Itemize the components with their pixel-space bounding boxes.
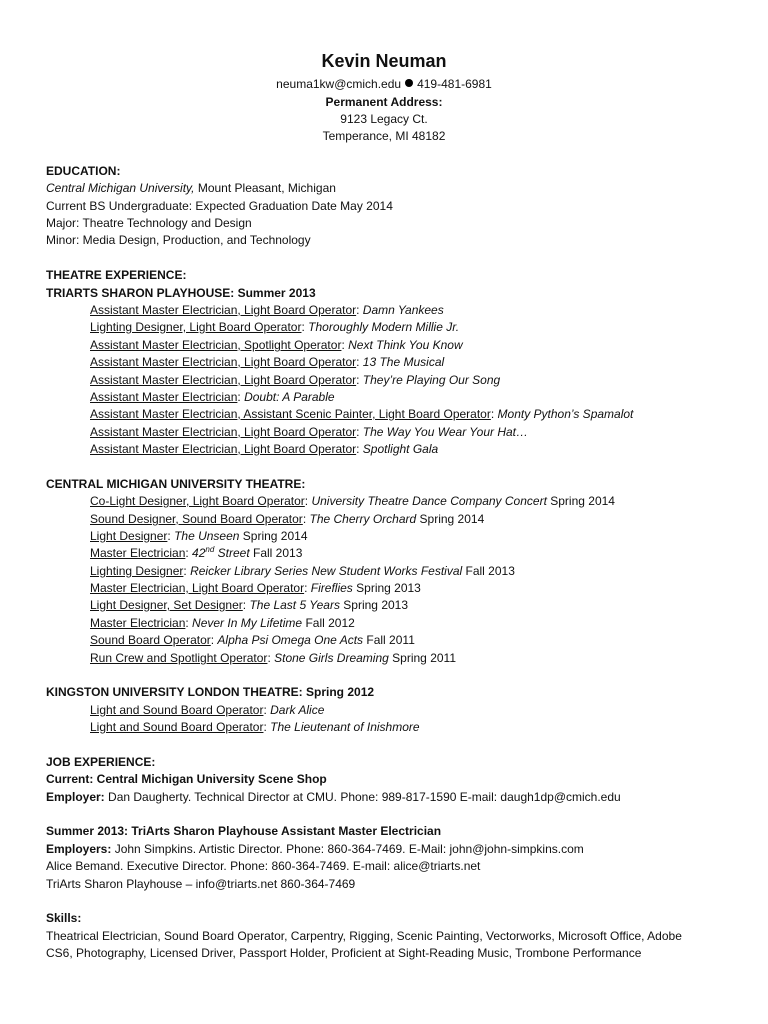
credit-show: 13 The Musical (362, 355, 445, 369)
education-heading: EDUCATION: (46, 164, 121, 178)
credit-role: Master Electrician (90, 546, 186, 560)
credit-role: Assistant Master Electrician, Spotlight Operator (90, 338, 342, 352)
credit-term: Spring 2013 (356, 581, 421, 595)
credit-role: Sound Designer, Sound Board Operator (90, 512, 303, 526)
credit-show: Next Think You Know (348, 338, 463, 352)
credit-role: Assistant Master Electrician, Light Board Operator (90, 373, 357, 387)
cmu-heading: CENTRAL MICHIGAN UNIVERSITY THEATRE: (46, 477, 306, 491)
credit-role: Lighting Designer, Light Board Operator (90, 320, 302, 334)
school-location: Mount Pleasant, Michigan (194, 181, 336, 195)
credit-role: Run Crew and Spotlight Operator (90, 651, 268, 665)
credit-show: The Cherry Orchard (309, 512, 417, 526)
credit-show: Doubt: A Parable (244, 390, 335, 404)
triarts-credit: Assistant Master Electrician, Assistant Scenic Painter, Light Board Operator: Monty Python’s Spamalot (90, 407, 634, 421)
triarts-credit: Assistant Master Electrician, Light Board Operator: They’re Playing Our Song (90, 373, 501, 387)
triarts-credit: Assistant Master Electrician, Light Board Operator: Damn Yankees (90, 303, 444, 317)
cmu-credit: Master Electrician: Never In My Lifetime Fall 2012 (90, 616, 355, 630)
employer-text: Dan Daugherty. Technical Director at CMU. Phone: 989-817-1590 E-mail: daugh1dp@cmich.edu (104, 790, 621, 804)
triarts-heading: TRIARTS SHARON PLAYHOUSE: Summer 2013 (46, 286, 316, 300)
job-heading: JOB EXPERIENCE: (46, 755, 156, 769)
show-ordinal: nd (205, 545, 215, 554)
credit-role: Sound Board Operator (90, 633, 211, 647)
job-alice: Alice Bemand. Executive Director. Phone: 860-364-7469. E-mail: alice@triarts.net (46, 859, 481, 873)
credit-role: Assistant Master Electrician (90, 390, 238, 404)
credit-role: Assistant Master Electrician, Light Board Operator (90, 303, 357, 317)
credit-show: Never In My Lifetime (192, 616, 303, 630)
show-number: 42 (192, 546, 206, 560)
credit-role: Assistant Master Electrician, Assistant Scenic Painter, Light Board Operator (90, 407, 491, 421)
education-school (46, 180, 336, 196)
credit-show: The Unseen (174, 529, 240, 543)
credit-term: Spring 2011 (392, 651, 456, 665)
credit-role: Light Designer (90, 529, 168, 543)
resume-name: Kevin Neuman (321, 51, 447, 71)
job-employer (46, 789, 621, 805)
education-minor: Minor: Media Design, Production, and Technology (46, 233, 311, 247)
triarts-credit: Lighting Designer, Light Board Operator: Thoroughly Modern Millie Jr. (90, 320, 460, 334)
credit-role: Lighting Designer (90, 564, 184, 578)
triarts-credit: Assistant Master Electrician, Light Board Operator: Spotlight Gala (90, 442, 439, 456)
job-summer: Summer 2013: TriArts Sharon Playhouse Assistant Master Electrician (46, 824, 442, 838)
credit-show: Thoroughly Modern Millie Jr. (308, 320, 460, 334)
address-city: Temperance, MI 48182 (322, 129, 446, 143)
employer-label: Employer: (46, 790, 105, 804)
job-triarts-contact: TriArts Sharon Playhouse – info@triarts.net 860-364-7469 (46, 877, 356, 891)
address-label: Permanent Address: (325, 95, 443, 109)
credit-role: Master Electrician, Light Board Operator (90, 581, 305, 595)
credit-show: Reicker Library Series New Student Works Festival (190, 564, 463, 578)
credit-term: Fall 2012 (305, 616, 355, 630)
triarts-credit: Assistant Master Electrician: Doubt: A Parable (90, 390, 335, 404)
cmu-credit: Light Designer: The Unseen Spring 2014 (90, 529, 308, 543)
credit-role: Master Electrician (90, 616, 186, 630)
credit-show: Fireflies (310, 581, 353, 595)
bullet-icon (405, 79, 413, 87)
triarts-credit: Assistant Master Electrician, Light Board Operator: 13 The Musical (90, 355, 445, 369)
cmu-credit: Run Crew and Spotlight Operator: Stone Girls Dreaming Spring 2011 (90, 651, 456, 665)
credit-show: The Way You Wear Your Hat… (362, 425, 528, 439)
school-name: Central Michigan University, (46, 181, 195, 195)
credit-show: They’re Playing Our Song (362, 373, 501, 387)
employers-text: John Simpkins. Artistic Director. Phone: 860-364-7469. E-Mail: john@john-simpkins.com (111, 842, 584, 856)
credit-term: Spring 2013 (343, 598, 409, 612)
credit-role: Assistant Master Electrician, Light Board Operator (90, 355, 357, 369)
credit-show: The Lieutenant of Inishmore (270, 720, 420, 734)
credit-term: Fall 2011 (366, 633, 415, 647)
job-current: Current: Central Michigan University Scene Shop (46, 772, 327, 786)
education-major: Major: Theatre Technology and Design (46, 216, 252, 230)
credit-show: Stone Girls Dreaming (274, 651, 389, 665)
kingston-credit: Light and Sound Board Operator: Dark Alice (90, 703, 325, 717)
credit-term: Spring 2014 (242, 529, 308, 543)
credit-role: Light and Sound Board Operator (90, 720, 264, 734)
credit-term: Fall 2013 (253, 546, 303, 560)
cmu-credit: Master Electrician: 42nd Street Fall 2013 (90, 545, 303, 560)
cmu-credit: Light Designer, Set Designer: The Last 5 Years Spring 2013 (90, 598, 409, 612)
credit-show: University Theatre Dance Company Concert (311, 494, 547, 508)
email-link[interactable]: neuma1kw@cmich.edu (276, 77, 402, 91)
cmu-credit: Lighting Designer: Reicker Library Series New Student Works Festival Fall 2013 (90, 564, 515, 578)
skills-line: CS6, Photography, Licensed Driver, Passport Holder, Proficient at Sight-Reading Music, Trombone Performance (46, 946, 642, 960)
credit-role: Assistant Master Electrician, Light Board Operator (90, 425, 357, 439)
credit-role: Co-Light Designer, Light Board Operator (90, 494, 305, 508)
credit-role: Light and Sound Board Operator (90, 703, 264, 717)
education-degree: Current BS Undergraduate: Expected Graduation Date May 2014 (46, 199, 393, 213)
credit-role: Light Designer, Set Designer (90, 598, 243, 612)
kingston-credit: Light and Sound Board Operator: The Lieutenant of Inishmore (90, 720, 420, 734)
credit-term: Spring 2014 (419, 512, 485, 526)
triarts-credit: Assistant Master Electrician, Light Board Operator: The Way You Wear Your Hat… (90, 425, 528, 439)
phone-number: 419-481-6981 (417, 77, 492, 91)
credit-role: Assistant Master Electrician, Light Board Operator (90, 442, 357, 456)
theatre-heading: THEATRE EXPERIENCE: (46, 268, 187, 282)
credit-show: The Last 5 Years (249, 598, 340, 612)
credit-show: Damn Yankees (362, 303, 444, 317)
contact-line (0, 76, 768, 92)
cmu-credit: Co-Light Designer, Light Board Operator: University Theatre Dance Company Concert Spring 2014 (90, 494, 615, 508)
skills-line: Theatrical Electrician, Sound Board Operator, Carpentry, Rigging, Scenic Painting, Vectorworks, Microsoft Office, Adobe (46, 929, 682, 943)
triarts-credit: Assistant Master Electrician, Spotlight Operator: Next Think You Know (90, 338, 463, 352)
credit-show: Spotlight Gala (362, 442, 439, 456)
show-rest: Street (214, 546, 250, 560)
credit-term: Spring 2014 (550, 494, 615, 508)
employers-label: Employers: (46, 842, 112, 856)
cmu-credit: Sound Board Operator: Alpha Psi Omega One Acts Fall 2011 (90, 633, 415, 647)
credit-show: Monty Python’s Spamalot (497, 407, 634, 421)
address-street: 9123 Legacy Ct. (340, 112, 428, 126)
credit-show (192, 546, 250, 560)
kingston-heading: KINGSTON UNIVERSITY LONDON THEATRE: Spring 2012 (46, 685, 375, 699)
skills-heading: Skills: (46, 911, 82, 925)
cmu-credit: Master Electrician, Light Board Operator: Fireflies Spring 2013 (90, 581, 421, 595)
credit-show: Alpha Psi Omega One Acts (217, 633, 364, 647)
credit-term: Fall 2013 (465, 564, 515, 578)
job-employers (46, 841, 584, 857)
cmu-credit: Sound Designer, Sound Board Operator: The Cherry Orchard Spring 2014 (90, 512, 485, 526)
credit-show: Dark Alice (270, 703, 325, 717)
